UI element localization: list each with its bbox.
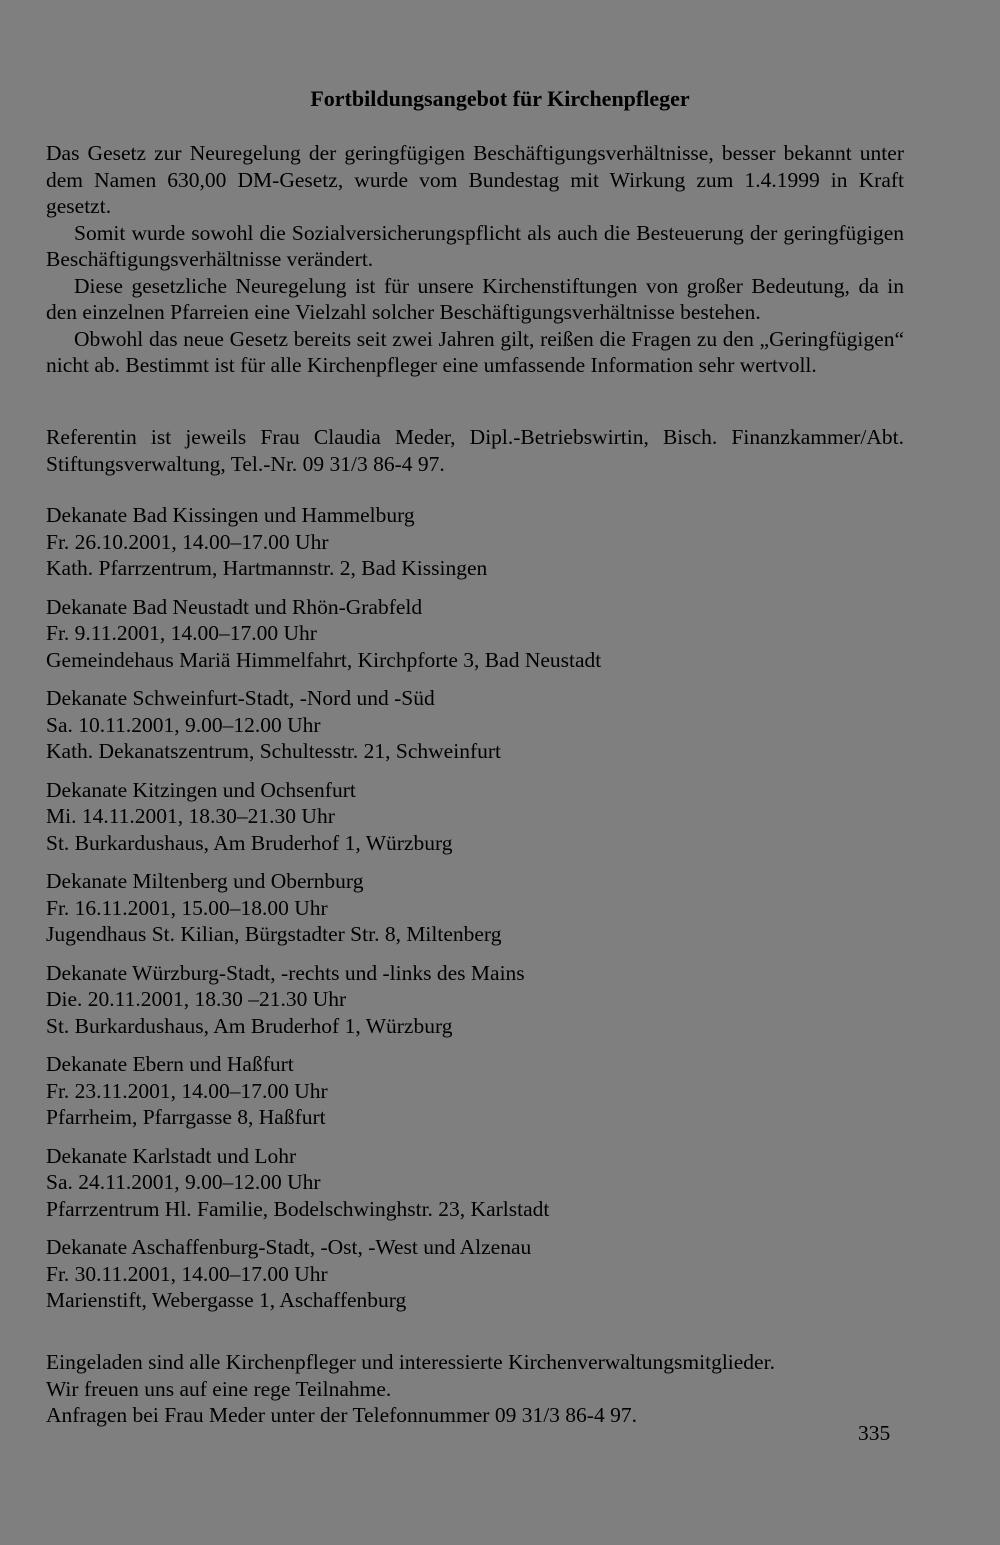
referent-paragraph: Referentin ist jeweils Frau Claudia Meder, Dipl.-Betriebswirtin, Bisch. Finanzkammer/Abt. Stiftungsverwaltung, Tel.-Nr. 09 31/3 86-4 97. [46, 425, 904, 476]
venue-date: Fr. 26.10.2001, 14.00–17.00 Uhr [46, 529, 329, 554]
venue-date: Fr. 16.11.2001, 15.00–18.00 Uhr [46, 895, 328, 920]
venue-item [46, 868, 904, 948]
venue-place: Marienstift, Webergasse 1, Aschaffenburg [46, 1288, 407, 1312]
venue-name: Dekanate Ebern und Haßfurt [46, 1052, 294, 1076]
venue-date: Die. 20.11.2001, 18.30 –21.30 Uhr [46, 987, 347, 1011]
closing-line: Wir freuen uns auf eine rege Teilnahme. [46, 1376, 392, 1401]
venue-date: Sa. 10.11.2001, 9.00–12.00 Uhr [46, 712, 321, 737]
venue-name: Dekanate Schweinfurt-Stadt, -Nord und -Süd [46, 686, 435, 710]
venue-name: Dekanate Aschaffenburg-Stadt, -Ost, -West und Alzenau [46, 1235, 532, 1259]
venue-place: Pfarrzentrum Hl. Familie, Bodelschwinghstr. 23, Karlstadt [46, 1196, 550, 1221]
closing-line: Anfragen bei Frau Meder unter der Telefonnummer 09 31/3 86-4 97. [46, 1403, 637, 1427]
venue-item [46, 685, 904, 765]
venue-name: Dekanate Bad Neustadt und Rhön-Grabfeld [46, 594, 423, 619]
venue-name: Dekanate Würzburg-Stadt, -rechts und -links des Mains [46, 960, 525, 985]
venue-date: Fr. 23.11.2001, 14.00–17.00 Uhr [46, 1078, 328, 1103]
venue-name: Dekanate Miltenberg und Obernburg [46, 869, 364, 893]
page-number: 335 [858, 1421, 891, 1445]
venue-place: St. Burkardushaus, Am Bruderhof 1, Würzburg [46, 830, 453, 855]
venue-place: Pfarrheim, Pfarrgasse 8, Haßfurt [46, 1105, 326, 1129]
venue-item [46, 1234, 904, 1314]
venue-name: Dekanate Bad Kissingen und Hammelburg [46, 503, 415, 527]
venue-place: Kath. Dekanatszentrum, Schultesstr. 21, Schweinfurt [46, 739, 501, 763]
venue-date: Fr. 9.11.2001, 14.00–17.00 Uhr [46, 621, 317, 645]
venue-place: Jugendhaus St. Kilian, Bürgstadter Str. 8, Miltenberg [46, 922, 502, 946]
venue-place: Kath. Pfarrzentrum, Hartmannstr. 2, Bad Kissingen [46, 556, 488, 580]
page-title: Fortbildungsangebot für Kirchenpfleger [310, 86, 690, 111]
venue-place: St. Burkardushaus, Am Bruderhof 1, Würzburg [46, 1013, 453, 1038]
venue-item [46, 594, 904, 674]
venue-place: Gemeindehaus Mariä Himmelfahrt, Kirchpforte 3, Bad Neustadt [46, 647, 602, 672]
closing-line: Eingeladen sind alle Kirchenpfleger und interessierte Kirchenverwaltungsmitglieder. [46, 1350, 775, 1374]
venue-item [46, 1051, 904, 1131]
venue-item [46, 502, 904, 582]
venue-item [46, 960, 904, 1040]
venue-name: Dekanate Karlstadt und Lohr [46, 1143, 297, 1168]
intro-paragraph: Das Gesetz zur Neuregelung der geringfügigen Beschäftigungsverhältnisse, besser bekannt unter dem Namen 630,00 DM-Gesetz, wurde vom Bundestag mit Wirkung zum 1.4.1999 in Kraft gesetzt. [46, 141, 904, 218]
intro-paragraph: Somit wurde sowohl die Sozialversicherungspflicht als auch die Besteuerung der geringfügigen Beschäftigungsverhältnisse verändert. [46, 220, 904, 271]
venue-date: Fr. 30.11.2001, 14.00–17.00 Uhr [46, 1261, 328, 1286]
intro-paragraph: Diese gesetzliche Neuregelung ist für unsere Kirchenstiftungen von großer Bedeutung, da in den einzelnen Pfarreien eine Vielzahl solcher Beschäftigungsverhältnisse bestehen. [46, 273, 904, 324]
referent-section [46, 424, 904, 477]
intro-section [46, 140, 904, 379]
venue-date: Mi. 14.11.2001, 18.30–21.30 Uhr [46, 804, 335, 828]
venue-name: Dekanate Kitzingen und Ochsenfurt [46, 777, 356, 802]
intro-paragraph: Obwohl das neue Gesetz bereits seit zwei Jahren gilt, reißen die Fragen zu den „Geringfügigen“ nicht ab. Bestimmt ist für alle Kirchenpfleger eine umfassende Information sehr wertvoll. [46, 326, 904, 377]
venue-item [46, 1143, 904, 1223]
venue-date: Sa. 24.11.2001, 9.00–12.00 Uhr [46, 1170, 321, 1194]
closing-section [46, 1349, 904, 1429]
venue-list [46, 502, 904, 1326]
venue-item [46, 777, 904, 857]
